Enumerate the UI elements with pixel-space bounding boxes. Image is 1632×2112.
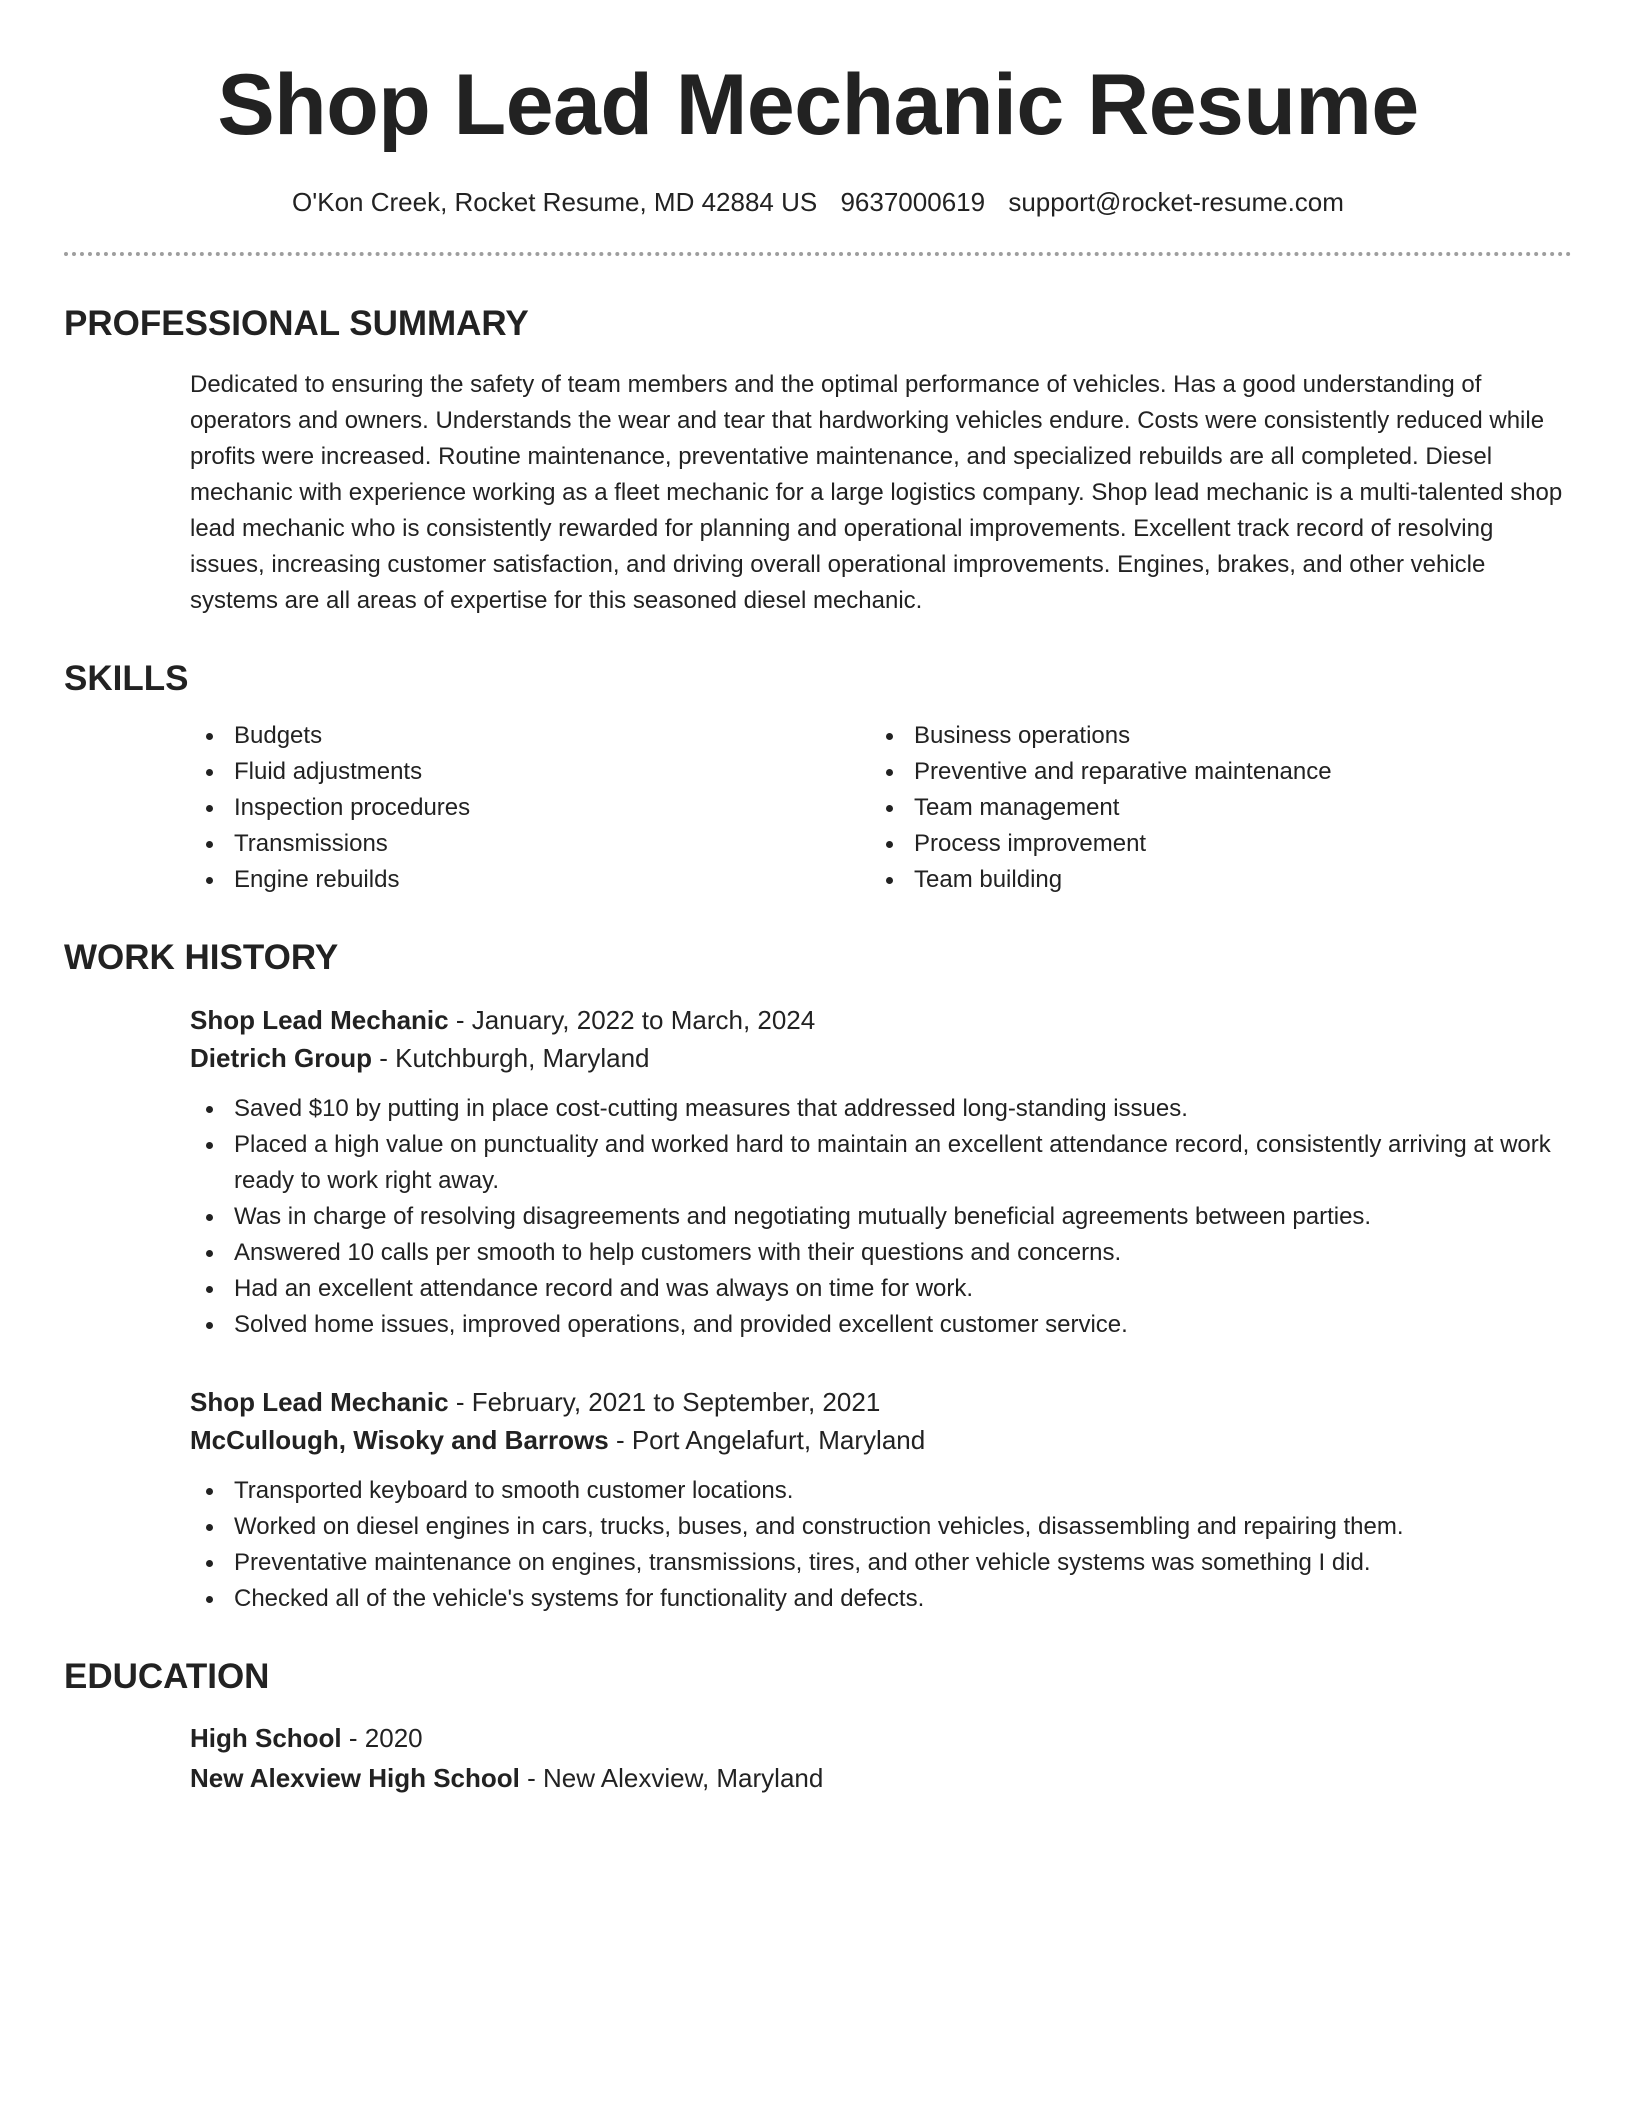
job-location: - Kutchburgh, Maryland xyxy=(372,1042,650,1073)
job-title: Shop Lead Mechanic xyxy=(190,1386,449,1417)
skill-item: Engine rebuilds xyxy=(190,862,870,898)
education-heading: EDUCATION xyxy=(64,1656,270,1696)
skill-item: Business operations xyxy=(870,718,1550,754)
job-company: McCullough, Wisoky and Barrows xyxy=(190,1424,609,1455)
job-bullet: Transported keyboard to smooth customer locations. xyxy=(190,1473,1572,1509)
job-title-line xyxy=(190,1383,1572,1421)
job-bullets xyxy=(190,1091,1572,1343)
resume-title: Shop Lead Mechanic Resume xyxy=(217,57,1419,153)
skill-item: Fluid adjustments xyxy=(190,754,870,790)
resume-page xyxy=(64,0,1572,1798)
contact-email: support@rocket-resume.com xyxy=(1008,186,1344,217)
education-year: - 2020 xyxy=(341,1722,423,1753)
job-dates: - February, 2021 to September, 2021 xyxy=(448,1386,881,1417)
skill-item: Team building xyxy=(870,862,1550,898)
job-company-line xyxy=(190,1039,1572,1077)
summary-heading: PROFESSIONAL SUMMARY xyxy=(64,303,529,343)
job-bullet: Had an excellent attendance record and was always on time for work. xyxy=(190,1271,1572,1307)
contact-address: O'Kon Creek, Rocket Resume, MD 42884 US xyxy=(292,186,818,217)
job-entry xyxy=(190,1001,1572,1343)
job-title-line xyxy=(190,1001,1572,1039)
job-bullet: Placed a high value on punctuality and worked hard to maintain an excellent attendance record, consistently arriving at work ready to work right away. xyxy=(190,1127,1572,1199)
job-bullet: Solved home issues, improved operations, and provided excellent customer service. xyxy=(190,1307,1572,1343)
skill-item: Transmissions xyxy=(190,826,870,862)
job-bullet: Saved $10 by putting in place cost-cutting measures that addressed long-standing issues. xyxy=(190,1091,1572,1127)
header-divider xyxy=(64,252,1572,256)
skill-item: Team management xyxy=(870,790,1550,826)
job-location: - Port Angelafurt, Maryland xyxy=(608,1424,926,1455)
skill-item: Budgets xyxy=(190,718,870,754)
skills-heading: SKILLS xyxy=(64,658,189,698)
skill-item: Preventive and reparative maintenance xyxy=(870,754,1550,790)
skill-item: Process improvement xyxy=(870,826,1550,862)
education-degree: High School xyxy=(190,1722,342,1753)
education-location: - New Alexview, Maryland xyxy=(519,1762,824,1793)
skills-column-left xyxy=(190,718,870,898)
education-degree-line xyxy=(190,1718,1572,1758)
summary-text: Dedicated to ensuring the safety of team members and the optimal performance of vehicles. Has a good understanding of operators and owners. Understands the wear and tear that hardworking vehicles endure. Costs were consistently reduced while profits were increased. Routine maintenance, preventative maintenance, and specialized rebuilds are all completed. Diesel mechanic with experience working as a fleet mechanic for a large logistics company. Shop lead mechanic is a multi-talented shop lead mechanic who is consistently rewarded for planning and operational improvements. Excellent track record of resolving issues, increasing customer satisfaction, and driving overall operational improvements. Engines, brakes, and other vehicle systems are all areas of expertise for this seasoned diesel mechanic. xyxy=(190,370,1563,614)
job-bullet: Worked on diesel engines in cars, trucks, buses, and construction vehicles, disassembling and repairing them. xyxy=(190,1509,1572,1545)
job-company: Dietrich Group xyxy=(190,1042,373,1073)
job-bullet: Preventative maintenance on engines, transmissions, tires, and other vehicle systems was something I did. xyxy=(190,1545,1572,1581)
job-bullet: Checked all of the vehicle's systems for functionality and defects. xyxy=(190,1581,1572,1617)
job-entry xyxy=(190,1383,1572,1617)
education-school-line xyxy=(190,1758,1572,1798)
job-bullet: Answered 10 calls per smooth to help customers with their questions and concerns. xyxy=(190,1235,1572,1271)
job-bullets xyxy=(190,1473,1572,1617)
skills-list xyxy=(190,718,1572,898)
skills-column-right xyxy=(870,718,1550,898)
job-company-line xyxy=(190,1421,1572,1459)
job-bullet: Was in charge of resolving disagreements and negotiating mutually beneficial agreements between parties. xyxy=(190,1199,1572,1235)
skill-item: Inspection procedures xyxy=(190,790,870,826)
job-title: Shop Lead Mechanic xyxy=(190,1004,449,1035)
job-dates: - January, 2022 to March, 2024 xyxy=(448,1004,816,1035)
work-history-heading: WORK HISTORY xyxy=(64,937,339,977)
education-school: New Alexview High School xyxy=(190,1762,520,1793)
education-entry xyxy=(190,1718,1572,1798)
contact-line xyxy=(64,187,1572,218)
contact-phone: 9637000619 xyxy=(840,186,986,217)
